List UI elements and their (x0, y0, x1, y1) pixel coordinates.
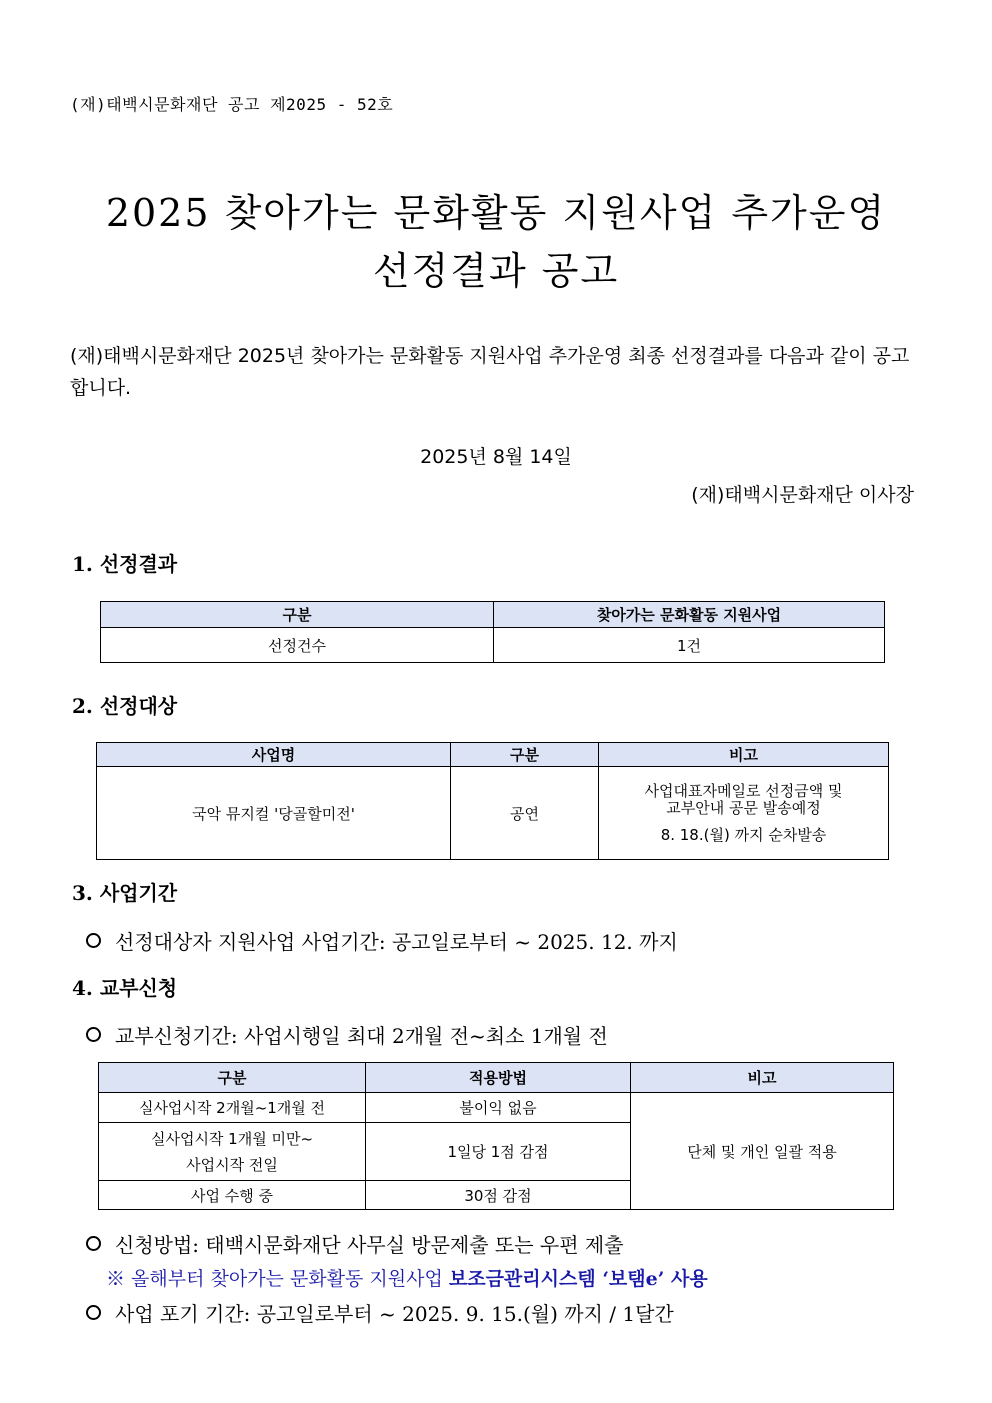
remark-line: 8. 18.(월) 까지 순차발송 (660, 825, 827, 844)
table-cell: 1건 (494, 628, 885, 663)
giveup-period-text: 사업 포기 기간: 공고일로부터 ~ 2025. 9. 15.(월) 까지 / 1달간 (115, 1302, 674, 1326)
apply-method-text: 신청방법: 태백시문화재단 사무실 방문제출 또는 우편 제출 (115, 1233, 624, 1257)
note-prefix: ※ 올해부터 찾아가는 문화활동 지원사업 (106, 1268, 449, 1290)
remark-cell (599, 767, 889, 860)
table-cell: 사업 수행 중 (99, 1181, 366, 1210)
bullet-circle-icon (86, 1027, 101, 1042)
remark-cell: 단체 및 개인 일괄 적용 (631, 1093, 894, 1210)
table-cell: 1일당 1점 감점 (366, 1123, 631, 1181)
table-cell: 실사업시작 2개월~1개월 전 (99, 1093, 366, 1123)
table-cell: 30점 감점 (366, 1181, 631, 1210)
note-bold: 보조금관리시스템 ‘보탬e’ 사용 (448, 1268, 708, 1290)
table-header: 구분 (101, 602, 494, 628)
project-name-cell: 국악 뮤지컬 '당골할미전' (97, 767, 451, 860)
table-header: 비고 (631, 1063, 894, 1093)
intro-text: (재)태백시문화재단 2025년 찾아가는 문화활동 지원사업 추가운영 최종 선정결과를 다음과 같이 공고합니다. (70, 345, 910, 399)
table-row (101, 628, 885, 663)
apply-method-item (86, 1229, 624, 1258)
section-heading-4: 4. 교부신청 (72, 976, 178, 1000)
grant-application-table (98, 1062, 894, 1210)
grant-period-item (86, 1020, 608, 1049)
table-cell (99, 1123, 366, 1181)
table-cell: 불이익 없음 (366, 1093, 631, 1123)
grant-period-text: 교부신청기간: 사업시행일 최대 2개월 전~최소 1개월 전 (115, 1024, 608, 1048)
table-header: 찾아가는 문화활동 지원사업 (494, 602, 885, 628)
period-line: 사업시작 전일 (186, 1155, 278, 1174)
bullet-circle-icon (86, 1236, 101, 1251)
period-line: 실사업시작 1개월 미만~ (150, 1129, 314, 1148)
remark-line: 사업대표자메일로 선정금액 및 (644, 781, 843, 800)
signer: (재)태백시문화재단 이사장 (691, 484, 914, 506)
table-header: 구분 (451, 743, 599, 767)
table-header: 비고 (599, 743, 889, 767)
table-header: 사업명 (97, 743, 451, 767)
bullet-circle-icon (86, 1305, 101, 1320)
section-heading-1: 1. 선정결과 (72, 552, 178, 576)
project-period-item (86, 926, 678, 955)
remark-line: 교부안내 공문 발송예정 (666, 798, 821, 817)
notice-number: (재)태백시문화재단 공고 제2025 - 52호 (70, 95, 394, 114)
page-title: 2025 찾아가는 문화활동 지원사업 추가운영 (105, 191, 887, 235)
bullet-circle-icon (86, 933, 101, 948)
section-heading-2: 2. 선정대상 (72, 694, 178, 718)
table-cell: 선정건수 (101, 628, 494, 663)
notice-note (106, 1264, 708, 1291)
notice-date: 2025년 8월 14일 (420, 446, 572, 468)
project-period-text: 선정대상자 지원사업 사업기간: 공고일로부터 ~ 2025. 12. 까지 (115, 930, 678, 954)
table-row (99, 1093, 894, 1123)
table-row (97, 767, 889, 860)
selection-target-table (96, 742, 889, 860)
table-header: 구분 (99, 1063, 366, 1093)
table-header: 적용방법 (366, 1063, 631, 1093)
giveup-period-item (86, 1298, 674, 1327)
project-type-cell: 공연 (451, 767, 599, 860)
section-heading-3: 3. 사업기간 (72, 881, 178, 905)
selection-result-table (100, 601, 885, 663)
page-title-line2: 선정결과 공고 (372, 249, 620, 293)
